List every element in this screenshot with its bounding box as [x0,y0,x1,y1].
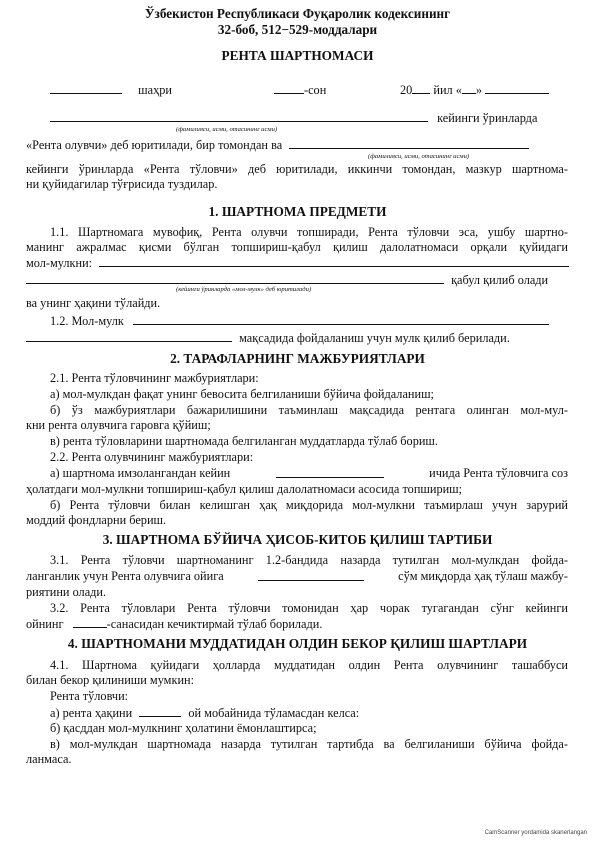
header-line-1: Ўзбекистон Республикаси Фуқаролик кодексининг [144,6,451,21]
s4-line-4-text-b: ой мобайнида тўламасдан келса: [188,706,360,720]
section-4-heading: 4. ШАРТНОМАНИ МУДДАТИДАН ОЛДИН БЕКОР ҚИЛИШ ШАРТЛАРИ [67,636,528,651]
s4-line-7: ланмаса. [26,752,72,766]
payment-day-blank[interactable] [73,616,107,628]
s2-line-9: б) Рента тўловчи билан келишган ҳақ миқдорида мол-мулкни таъмирлаш учун зарурий [50,498,568,512]
quote-close: » [475,83,483,97]
receiver-name-blank[interactable] [50,110,428,122]
s1-p1-line-1: 1.1. Шартномага мувофиқ, Рента олувчи топширади, Рента тўловчи эса, ушбу шартно- [50,225,568,239]
s3-line-2-text-b: сўм миқдорда ҳақ тўлаш мажбу- [398,569,568,583]
s1-p2-line-1 [50,313,549,329]
s3-line-5 [26,616,322,632]
handover-period-blank[interactable] [276,466,384,478]
s2-line-4: кни рента олувчига гаровга қўйиш; [26,418,211,432]
purpose-blank-2[interactable] [26,330,232,342]
s2-line-7 [50,466,568,481]
section-1-heading: 1. ШАРТНОМА ПРЕДМЕТИ [208,204,387,219]
receiver-after: кейинги ўринларда [437,111,538,125]
s1-p1-line-3-text: мол-мулкни: [26,256,93,270]
payer-name-blank[interactable] [289,137,529,149]
s2-line-7-text-a: а) шартнома имзолангандан кейин [50,466,231,480]
s1-p1-line-2: манинг ажралмас қисми бўлган топшириш-қабул қилиш далолатномаси орқали қуйидаги [26,240,568,254]
s4-line-3: Рента тўловчи: [50,689,129,703]
s2-line-1: 2.1. Рента тўловчининг мажбуриятлари: [50,371,259,385]
city-row [50,82,172,98]
s4-line-4 [50,705,359,721]
s3-line-5-text-b: -санасидан кечиктирмай тўлаб борилади. [106,617,323,631]
s2-line-8: ҳолатдаги мол-мулкни топшириш-қабул қилиш далолатномаси асосида топшириш; [26,482,463,496]
property-blank-2[interactable] [26,272,444,284]
s4-line-2: билан бекор қилиниши мумкин: [26,673,195,687]
monthly-amount-blank[interactable] [258,569,364,581]
s3-line-3: риятини олади. [26,585,107,599]
s3-line-2 [26,569,568,584]
city-blank[interactable] [50,82,122,94]
preamble-line-3 [26,137,529,153]
s4-line-5: б) қасддан мол-мулкнинг ҳолатини ёмонлаштирса; [50,721,317,735]
s3-line-2-text-a: ланганлик учун Рента олувчига ойига [26,569,224,583]
s1-p2-line-2-text: мақсадида фойдаланиш учун мулк қилиб берилади. [239,331,510,345]
s2-line-5: в) рента тўловларини шартномада белгиланган муддатларда тўлаб бориш. [50,434,438,448]
s4-line-1: 4.1. Шартнома қуйидаги ҳолларда муддатидан олдин Рента олувчининг ташаббуси [50,658,568,672]
months-blank[interactable] [139,705,181,717]
property-caption: (кейинги ўринларда «мол-мулк» деб юритилади) [176,286,312,293]
number-row [274,82,326,98]
number-label: -сон [304,83,327,97]
s1-p1-line-3 [26,255,569,271]
section-3-heading: 3. ШАРТНОМА БЎЙИЧА ҲИСОБ-КИТОБ ҚИЛИШ ТАРТИБИ [102,532,493,547]
s2-line-3: б) ўз мажбуриятлари бажарилишини таъминлаш мақсадида рентага олинган мол-мул- [50,403,568,417]
s2-line-6: 2.2. Рента олувчининг мажбуриятлари: [50,450,254,464]
document-title: РЕНТА ШАРТНОМАСИ [221,48,374,63]
date-row [400,82,549,98]
s3-line-4: 3.2. Рента тўловлари Рента тўловчи томонидан ҳар чорак тугагандан сўнг кейинги [50,601,568,615]
s1-p1-line-4-text: қабул қилиб олади [451,273,549,287]
year-prefix: 20 [400,83,413,97]
city-label: шаҳри [138,83,172,97]
section-2-heading: 2. ТАРАФЛАРНИНГ МАЖБУРИЯТЛАРИ [170,351,425,366]
s2-line-10: моддий фондларни бериш. [26,513,167,527]
year-label: йил « [433,83,462,97]
s1-p2-line-2 [26,330,510,346]
s4-line-6: в) мол-мулкдан шартномада назарда тутилган тартибда ва белгиланиши бўйича фойда- [50,737,568,751]
property-blank-1[interactable] [99,255,569,267]
s1-p1-line-5: ва унинг ҳақини тўлайди. [26,296,161,310]
scanner-watermark: CamScanner yordamida skanerlangan [484,830,587,836]
s2-line-7-text-b: ичида Рента тўловчига соз [429,466,568,480]
preamble-line-3-text: «Рента олувчи» деб юритилади, бир томондан ва [26,138,283,152]
year-blank[interactable] [412,82,430,94]
purpose-blank-1[interactable] [133,313,549,325]
s3-line-1: 3.1. Рента тўловчи шартноманинг 1.2-бандида назарда тутилган мол-мулкдан фойда- [50,553,568,567]
s2-line-2: а) мол-мулкдан фақат унинг бевосита белгиланиши бўйича фойдаланиш; [50,387,434,401]
header-line-2: 32-боб, 512−529-моддалари [217,22,378,37]
month-blank[interactable] [485,82,549,94]
day-blank[interactable] [462,82,476,94]
payer-caption: (фамилияси, исми, отасининг исми) [368,153,470,160]
receiver-row [50,110,537,126]
preamble-line-4: кейинги ўринларда «Рента тўловчи» деб юритилади, иккинчи томондан, мазкур шартнома- [26,162,568,176]
number-blank[interactable] [274,82,304,94]
s4-line-4-text-a: а) рента ҳақини [50,706,133,720]
s1-p2-line-1-text: 1.2. Мол-мулк [50,314,124,328]
preamble-line-5: ни қуйидагилар тўғрисида туздилар. [26,177,218,191]
s3-line-5-text-a: ойнинг [26,617,64,631]
receiver-caption: (фамилияси, исми, отасининг исми) [176,126,278,133]
